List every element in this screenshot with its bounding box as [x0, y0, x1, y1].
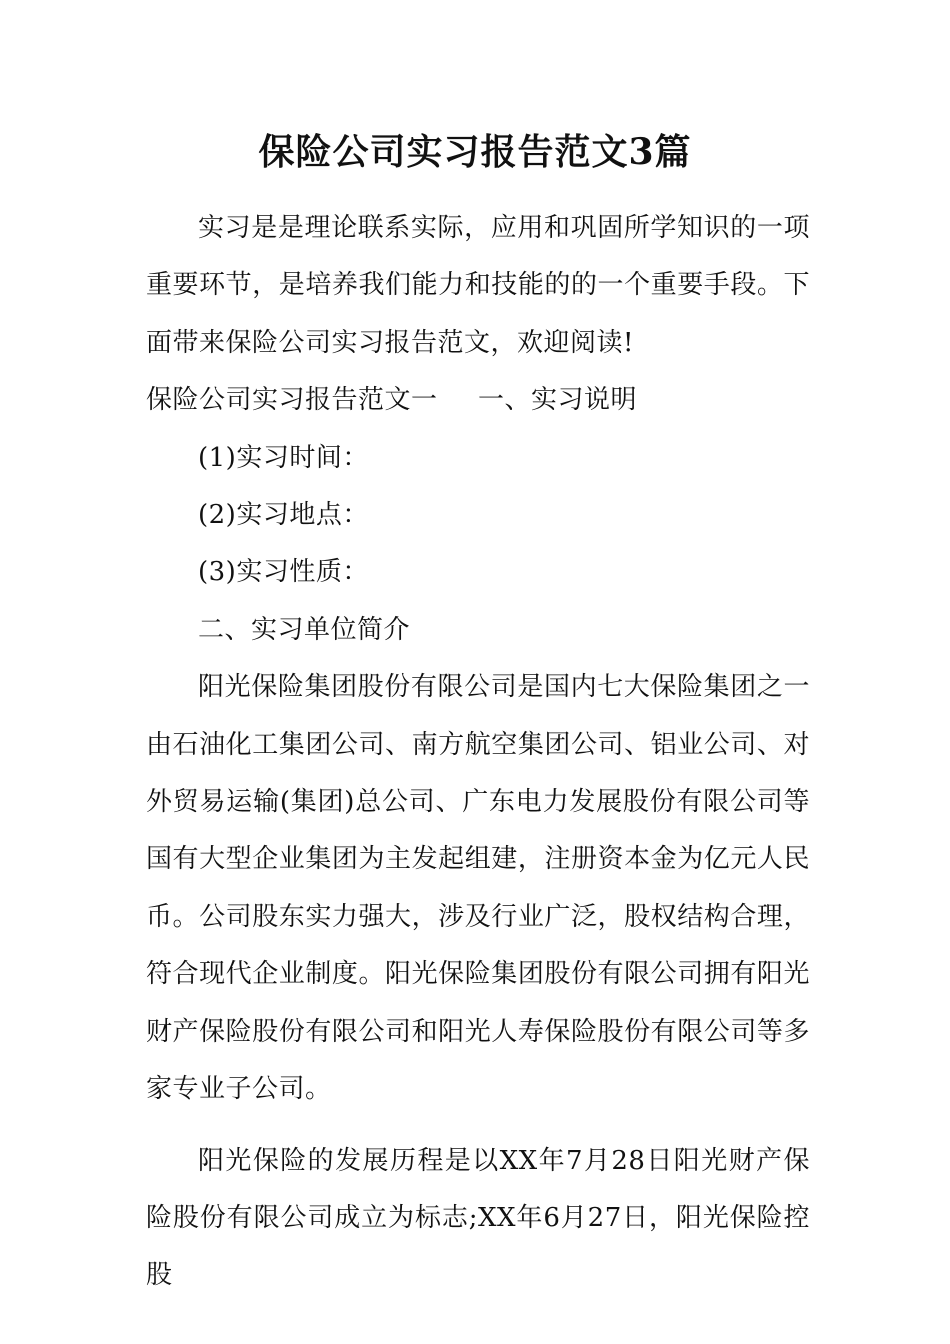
section-label: 保险公司实习报告范文一	[146, 385, 438, 416]
history-paragraph: 阳光保险的发展历程是以XX年7月28日阳光财产保险股份有限公司成立为标志;XX年6月27日，阳光保险控股	[146, 1145, 810, 1291]
section-heading-row	[146, 372, 810, 429]
heading-company-intro: 二、实习单位简介	[198, 614, 411, 645]
intro-paragraph: 实习是是理论联系实际，应用和巩固所学知识的一项重要环节，是培养我们能力和技能的的一个重要手段。下面带来保险公司实习报告范文，欢迎阅读!	[146, 213, 810, 358]
list-item-nature: (3)实习性质：	[198, 557, 369, 588]
list-item-location: (2)实习地点：	[198, 500, 369, 531]
document-body	[146, 200, 810, 1305]
list-item-time: (1)实习时间：	[198, 442, 369, 473]
company-paragraph: 阳光保险集团股份有限公司是国内七大保险集团之一由石油化工集团公司、南方航空集团公司、铝业公司、对外贸易运输(集团)总公司、广东电力发展股份有限公司等国有大型企业集团为主发起组建，注册资本金为亿元人民币。公司股东实力强大，涉及行业广泛，股权结构合理，符合现代企业制度。阳光保险集团股份有限公司拥有阳光财产保险股份有限公司和阳光人寿保险股份有限公司等多家专业子公司。	[146, 672, 810, 1105]
section-heading: 一、实习说明	[478, 385, 638, 416]
document-title: 保险公司实习报告范文3篇	[258, 131, 692, 173]
